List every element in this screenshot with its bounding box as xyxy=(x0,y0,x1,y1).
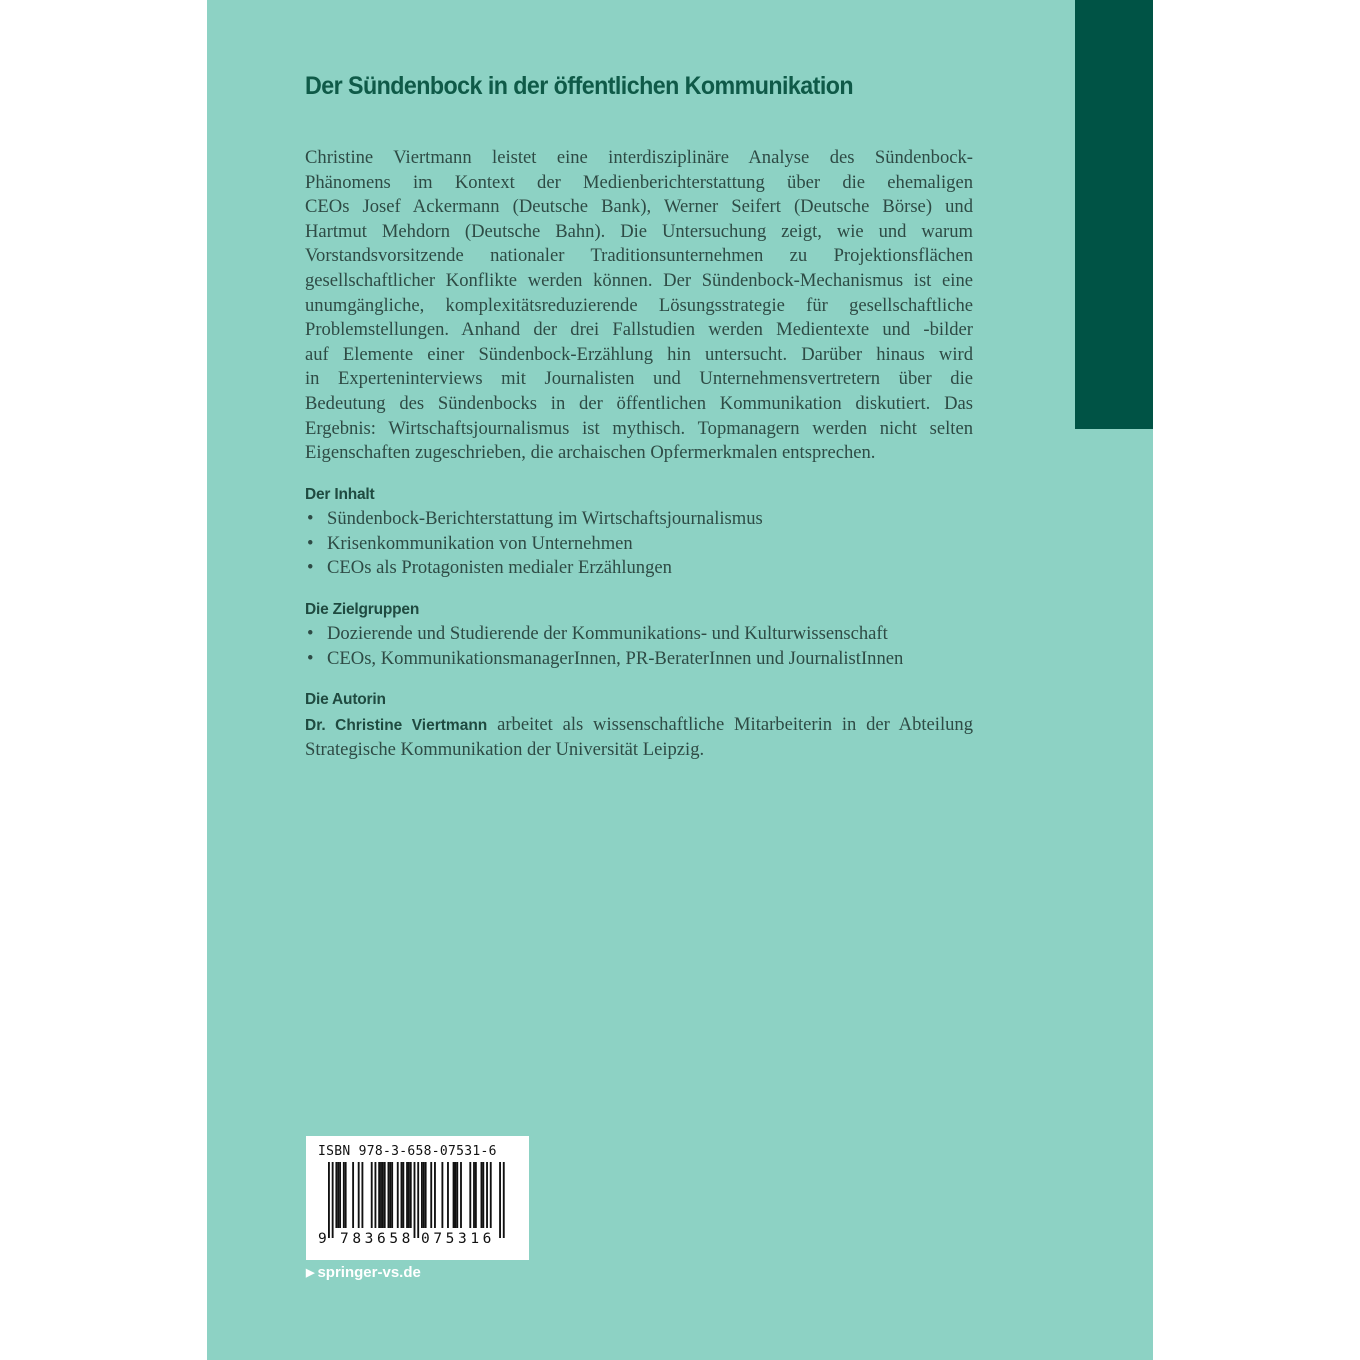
barcode-bar xyxy=(414,1162,416,1238)
accent-bar xyxy=(1075,0,1153,429)
audience-heading: Die Zielgruppen xyxy=(305,601,420,618)
barcode-bars xyxy=(328,1162,508,1242)
author-name: Dr. Christine Viertmann xyxy=(305,717,488,734)
list-item xyxy=(305,556,763,581)
description-line: Problemstellungen. Anhand der drei Fallstudien werden Medientexte und -bilder xyxy=(305,319,973,341)
list-item-text: CEOs als Protagonisten medialer Erzählungen xyxy=(327,557,672,579)
barcode-bar xyxy=(475,1162,477,1228)
barcode-bar xyxy=(447,1162,449,1228)
barcode-bar xyxy=(430,1162,432,1228)
barcode-bar xyxy=(358,1162,360,1228)
barcode-bar xyxy=(389,1162,391,1228)
barcode-bar xyxy=(335,1162,337,1228)
ean-left-group: 783658 xyxy=(340,1231,414,1247)
barcode-bar xyxy=(388,1162,390,1228)
barcode-bar xyxy=(408,1162,410,1228)
isbn-label: ISBN 978-3-658-07531-6 xyxy=(318,1144,497,1159)
barcode-bar xyxy=(345,1162,347,1228)
list-item xyxy=(305,622,903,647)
content-heading: Der Inhalt xyxy=(305,486,375,503)
barcode-bar xyxy=(371,1162,373,1228)
book-title: Der Sündenbock in der öffentlichen Kommunikation xyxy=(305,72,854,100)
barcode-bar xyxy=(441,1162,443,1228)
author-bio-line: Strategische Kommunikation der Universität Leipzig. xyxy=(305,738,705,760)
description-line: unumgängliche, komplexitätsreduzierende Lösungsstrategie für gesellschaftliche xyxy=(305,294,973,316)
barcode-bar xyxy=(378,1162,380,1228)
description-line: in Experteninterviews mit Journalisten und Unternehmensvertretern über die xyxy=(305,368,973,390)
barcode-bar xyxy=(482,1162,484,1228)
bullet-icon: • xyxy=(307,557,314,579)
list-item-text: CEOs, KommunikationsmanagerInnen, PR-BeraterInnen und JournalistInnen xyxy=(327,647,904,669)
barcode-bar xyxy=(454,1162,456,1228)
barcode-bar xyxy=(486,1162,488,1228)
barcode-bar xyxy=(406,1162,408,1228)
author-heading: Die Autorin xyxy=(305,691,386,708)
description-line: Ergebnis: Wirtschaftsjournalismus ist mythisch. Topmanagern werden nicht selten xyxy=(305,417,973,439)
barcode-bar xyxy=(361,1162,363,1228)
arrow-right-icon: ▶ xyxy=(306,1267,315,1279)
barcode-bar xyxy=(417,1162,419,1238)
barcode-bar xyxy=(337,1162,339,1228)
barcode-bar xyxy=(456,1162,458,1228)
barcode-bar xyxy=(425,1162,427,1228)
publisher-link[interactable] xyxy=(306,1264,421,1281)
description-paragraph xyxy=(305,146,973,466)
barcode-bar xyxy=(332,1162,334,1238)
author-bio-line xyxy=(305,713,973,738)
list-item xyxy=(305,532,763,557)
publisher-website: springer-vs.de xyxy=(317,1264,421,1281)
description-line: auf Elemente einer Sündenbock-Erzählung hin untersucht. Darüber hinaus wird xyxy=(305,343,973,365)
author-bio-text: arbeitet als wissenschaftliche Mitarbeiterin in der Abteilung xyxy=(487,714,974,735)
description-line: CEOs Josef Ackermann (Deutsche Bank), Werner Seifert (Deutsche Börse) und xyxy=(305,196,973,218)
barcode-bar xyxy=(503,1162,505,1238)
content-list xyxy=(305,507,763,581)
list-item xyxy=(305,507,763,532)
list-item xyxy=(305,647,903,672)
barcode-bar xyxy=(410,1162,412,1228)
ean-first-digit: 9 xyxy=(318,1231,327,1247)
barcode-bar xyxy=(352,1162,354,1228)
audience-list xyxy=(305,622,903,671)
list-item-text: Krisenkommunikation von Unternehmen xyxy=(327,532,633,554)
barcode-bar xyxy=(380,1162,382,1228)
barcode-bar xyxy=(328,1162,330,1238)
bullet-icon: • xyxy=(307,508,314,529)
ean-right-group: 075316 xyxy=(421,1231,495,1247)
description-line: Christine Viertmann leistet eine interdisziplinäre Analyse des Sündenbock- xyxy=(305,147,973,168)
list-item-text: Sündenbock-Berichterstattung im Wirtschaftsjournalismus xyxy=(327,508,763,529)
barcode-bar xyxy=(434,1162,436,1228)
description-line: Eigenschaften zugeschrieben, die archaischen Opfermerkmalen entsprechen. xyxy=(305,442,876,464)
barcode-bar xyxy=(375,1162,377,1228)
author-bio xyxy=(305,713,973,762)
description-line: Vorstandsvorsitzende nationaler Traditionsunternehmen zu Projektionsflächen xyxy=(305,245,973,267)
barcode-bar xyxy=(473,1162,475,1228)
bullet-icon: • xyxy=(307,647,314,669)
barcode-bar xyxy=(469,1162,471,1228)
barcode-bar xyxy=(391,1162,393,1228)
description-line: Hartmut Mehdorn (Deutsche Bahn). Die Untersuchung zeigt, wie und warum xyxy=(305,220,973,242)
bullet-icon: • xyxy=(307,623,314,644)
barcode-bar xyxy=(460,1162,462,1228)
barcode-bar xyxy=(481,1162,483,1228)
barcode-bar xyxy=(402,1162,404,1228)
list-item-text: Dozierende und Studierende der Kommunikations- und Kulturwissenschaft xyxy=(327,623,888,644)
barcode-bar xyxy=(401,1162,403,1228)
barcode-bar xyxy=(397,1162,399,1228)
barcode-bar xyxy=(382,1162,384,1228)
barcode-bar xyxy=(423,1162,425,1228)
barcode-bar xyxy=(339,1162,341,1228)
description-line: Phänomens im Kontext der Medienberichterstattung über die ehemaligen xyxy=(305,171,973,193)
bullet-icon: • xyxy=(307,532,314,554)
barcode-bar xyxy=(453,1162,455,1228)
description-line: Bedeutung des Sündenbocks in der öffentlichen Kommunikation diskutiert. Das xyxy=(305,392,973,414)
barcode-bar xyxy=(343,1162,345,1228)
barcode-bar xyxy=(384,1162,386,1228)
description-line: gesellschaftlicher Konflikte werden können. Der Sündenbock-Mechanismus ist eine xyxy=(305,269,973,291)
barcode-bar xyxy=(490,1162,492,1228)
barcode-bar xyxy=(499,1162,501,1238)
isbn-barcode xyxy=(306,1136,529,1260)
barcode-bar xyxy=(421,1162,423,1228)
